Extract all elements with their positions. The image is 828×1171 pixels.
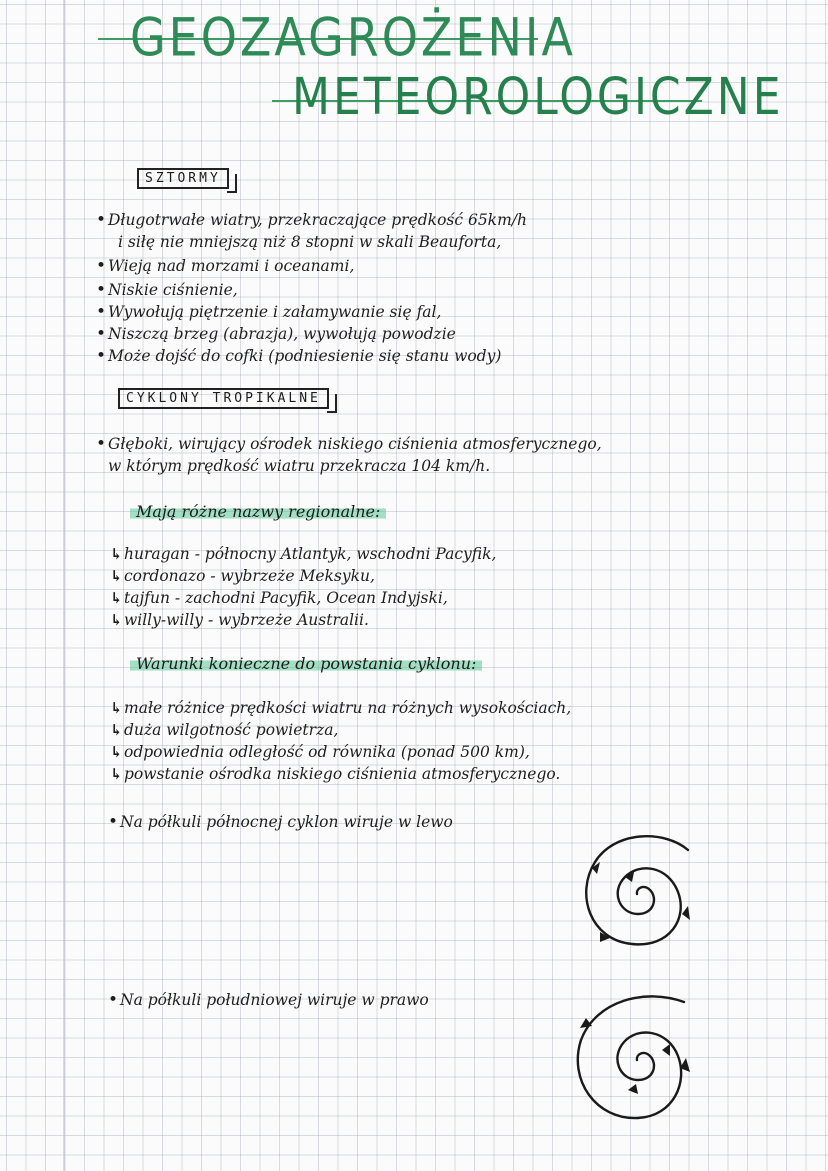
sztormy-item-4: • Wywołują piętrzenie i załamywanie się fal,: [108, 302, 441, 322]
cw-spiral-icon: [566, 990, 706, 1130]
names-heading-highlight: Mają różne nazwy regionalne:: [130, 502, 386, 521]
condition-2: ↳ duża wilgotność powietrza,: [124, 720, 338, 740]
section-heading-sztormy: SZTORMY: [137, 168, 229, 189]
north-hemisphere-note: • Na półkuli północnej cyklon wiruje w lewo: [120, 812, 453, 832]
cyklon-name-3: ↳ tajfun - zachodni Pacyfik, Ocean Indyjski,: [124, 588, 448, 608]
ccw-spiral-icon: [570, 822, 710, 962]
page-title-line2: METEOROLOGICZNE: [292, 68, 784, 127]
sztormy-item-1: • Długotrwałe wiatry, przekraczające prędkość 65km/h: [108, 210, 527, 230]
condition-4: ↳ powstanie ośrodka niskiego ciśnienia atmosferycznego.: [124, 764, 560, 784]
sztormy-item-6: • Może dojść do cofki (podniesienie się stanu wody): [108, 346, 501, 366]
page-title-line1: GEOZAGROŻENIA: [130, 6, 576, 69]
conditions-heading-highlight: Warunki konieczne do powstania cyklonu:: [130, 654, 482, 673]
cyklony-definition-2: w którym prędkość wiatru przekracza 104 km/h.: [108, 457, 491, 475]
cyklon-name-4: ↳ willy-willy - wybrzeże Australii.: [124, 610, 369, 630]
cyklony-definition-1: • Głęboki, wirujący ośrodek niskiego ciśnienia atmosferycznego,: [108, 434, 602, 454]
sztormy-item-2: • Wieją nad morzami i oceanami,: [108, 256, 354, 276]
south-hemisphere-note: • Na półkuli południowej wiruje w prawo: [120, 990, 429, 1010]
section-heading-cyklony: CYKLONY TROPIKALNE: [118, 388, 329, 409]
sztormy-item-5: • Niszczą brzeg (abrazja), wywołują powodzie: [108, 324, 456, 344]
sztormy-item-1-cont: i siłę nie mniejszą niż 8 stopni w skali Beauforta,: [118, 233, 502, 251]
cyklon-name-1: ↳ huragan - północny Atlantyk, wschodni Pacyfik,: [124, 544, 496, 564]
sztormy-item-3: • Niskie ciśnienie,: [108, 280, 238, 300]
condition-3: ↳ odpowiednia odległość od równika (ponad 500 km),: [124, 742, 530, 762]
cyklon-name-2: ↳ cordonazo - wybrzeże Meksyku,: [124, 566, 375, 586]
condition-1: ↳ małe różnice prędkości wiatru na różnych wysokościach,: [124, 698, 571, 718]
